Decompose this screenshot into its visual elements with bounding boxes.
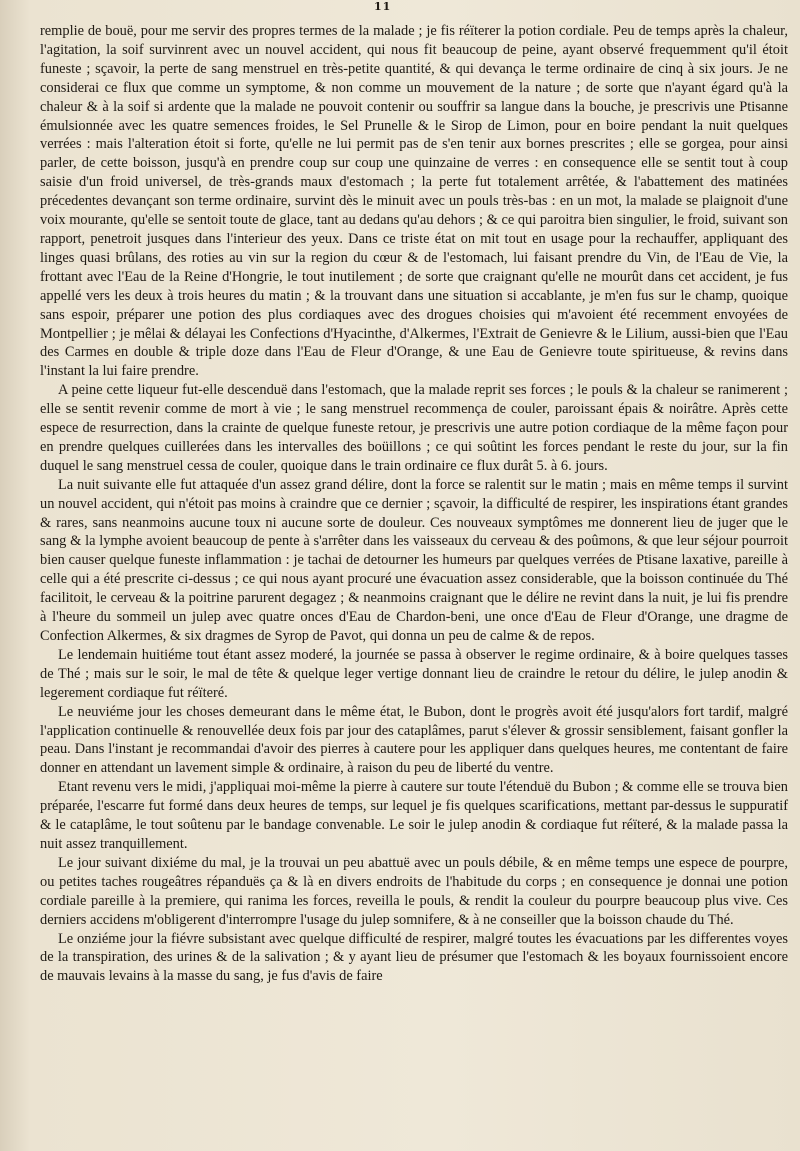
- paragraph: Le neuviéme jour les choses demeurant dans le même état, le Bubon, dont le progrès avoit été jusqu'alors fort tardif, malgré l'application continuelle & renouvellée deux fois par jour des cataplâmes, parut s'élever & grossir sensiblement, faisant gonfler la peau. Dans l'instant je recommandai d'avoir des pierres à cautere pour les appliquer dans quelques heures, me contentant de faire donner en attendant un lavement simple & ordinaire, à raison du peu de liberté du ventre.: [40, 703, 788, 777]
- paragraph: Le lendemain huitiéme tout étant assez moderé, la journée se passa à observer le regime ordinaire, & à boire quelques tasses de Thé ; mais sur le soir, le mal de tête & quelque leger vertige donnant lieu de craindre le retour du délire, le julep anodin & legerement cordiaque fut réïteré.: [40, 646, 788, 701]
- paragraph: Etant revenu vers le midi, j'appliquai moi-même la pierre à cautere sur toute l'étenduë du Bubon ; & comme elle se trouva bien préparée, l'escarre fut formé dans deux heures de temps, sur lequel je fis quelques scarifications, mettant par-dessus le suppuratif & le cataplâme, le tout soûtenu par le bandage convenable. Le soir le julep anodin & cordiaque fut réïteré, & la malade passa la nuit assez tranquillement.: [40, 779, 788, 852]
- paragraph: La nuit suivante elle fut attaquée d'un assez grand délire, dont la force se ralentit sur le matin ; mais en même temps il survint un nouvel accident, qui n'étoit pas moins à craindre que ce dernier ; sçavoir, la difficulté de respirer, les inspirations étant grandes & rares, sans neanmoins aucune toux ni aucune sorte de douleur. Ces nouveaux symptômes me donnerent lieu de juger que le sang & la lymphe avoient beaucoup de pente à s'arrêter dans les vaisseaux du cerveau & des poûmons, & que leur séjour pourroit bien causer quelque funeste inflammation : je tachai de detourner les humeurs par quelques verrées de Ptisane laxative, pareille à celle qui a été prescrite ci-dessus ; ce qui nous ayant procuré une évacuation assez considerable, que la boisson continuée du Thé facilitoit, le cerveau & la poitrine parurent degagez ; & neanmoins craignant que le délire ne revint dans la nuit, je lui fis prendre à l'heure du sommeil un julep avec quatre onces d'Eau de Chardon-beni, une once d'Eau de Fleur d'Orange, une dragme de Confection Alkermes, & six dragmes de Syrop de Pavot, qui donna un peu de calme & de repos.: [40, 476, 788, 644]
- page-body: [40, 22, 788, 986]
- paragraph: Le onziéme jour la fiévre subsistant avec quelque difficulté de respirer, malgré toutes les évacuations par les differentes voyes de la transpiration, des urines & de la salivation ; & y ayant lieu de présumer que l'estomach & les boyaux fournissoient encore de mauvais levains à la masse du sang, je fus d'avis de faire: [40, 930, 788, 985]
- page-number: 11: [374, 0, 392, 13]
- paragraph: Le jour suivant dixiéme du mal, je la trouvai un peu abattuë avec un pouls débile, & en même temps une espece de pourpre, ou petites taches rougeâtres répanduës ça & là en divers endroits de l'habitude du corps ; en consequence je donnai une potion cordiale pareille à la premiere, qui ranima les forces, reveilla le pouls, & rendit la couleur du pourpre beaucoup plus vive. Ces derniers accidens m'obligerent d'interrompre l'usage du julep somnifere, & à ne conseiller que la boisson chaude du Thé.: [40, 854, 788, 928]
- paragraph-continuation: remplie de bouë, pour me servir des propres termes de la malade ; je fis réïterer la potion cordiale. Peu de temps après la chaleur, l'agitation, la soif survinrent avec un nouvel accident, qui nous fit beaucoup de peine, ayant observé frequemment qu'il étoit funeste ; sçavoir, la perte de sang menstruel en très-petite quantité, & qui devança le terme ordinaire de cinq à six jours. Je ne considerai ce flux que comme un symptome, & non comme un mouvement de la nature ; de sorte que n'ayant égard qu'à la chaleur & à la soif si ardente que la malade ne pouvoit contenir ou souffrir sa langue dans la bouche, je prescrivis une Ptisanne émulsionnée avec les quatre semences froides, le Sel Prunelle & le Sirop de Limon, pour en boire pendant la nuit quelques verrées : mais l'alteration étoit si forte, qu'elle ne lui permit pas de s'en tenir aux bornes prescrites ; elle se gorgea, pour ainsi parler, de cette boisson, jusqu'à en prendre coup sur coup une quinzaine de verres : en consequence elle se sentit tout à coup saisie d'un froid universel, de très-grands maux d'estomach ; la perte fut totalement arrêtée, & l'abattement des matinées précedentes devançant son terme ordinaire, survint dès le minuit avec un pouls très-bas : en un mot, la malade se plaignoit d'une voix mourante, qu'elle se sentoit toute de glace, tant au dedans qu'au dehors ; & ce qui paroitra bien singulier, le froid, suivant son rapport, penetroit jusques dans l'interieur des yeux. Dans ce triste état on mit tout en usage pour la rechauffer, appliquant des linges quasi brûlans, des roties au vin sur la region du cœur & de l'estomach, lui faisant prendre du Vin, de l'Eau de Vie, la frottant avec l'Eau de la Reine d'Hongrie, le tout inutilement ; de sorte que craignant qu'elle ne mourût dans cet accident, je fus appellé vers les deux à trois heures du matin ; & la trouvant dans une situation si accablante, je m'en fus sur le champ, quoique sans espoir, préparer une potion des plus cordiaques avec des drogues choisies qui m'avoient été recemment envoyées de Montpellier ; je mêlai & délayai les Confections d'Hyacinthe, d'Alkermes, l'Extrait de Genievre & le Lilium, aussi-bien que l'Eau des Carmes en double & triple doze dans l'Eau de Fleur d'Orange, & une Eau de Genievre toute spiritueuse, & revins dans l'instant la lui faire prendre.: [40, 23, 788, 380]
- paragraph: A peine cette liqueur fut-elle descenduë dans l'estomach, que la malade reprit ses forces ; le pouls & la chaleur se ranimerent ; elle se sentit revenir comme de mort à vie ; le sang menstruel recommença de couler, paroissant épais & noirâtre. Après cette espece de resurrection, dans la crainte de quelque funeste retour, je prescrivis une autre potion cordiaque de la même façon pour en prendre quelques cuillerées dans les intervalles des boüillons ; ce qui soûtint les forces pendant le reste du jour, sur la fin duquel le sang menstruel cessa de couler, quoique dans le train ordinaire ce flux durât 5. à 6. jours.: [40, 382, 788, 474]
